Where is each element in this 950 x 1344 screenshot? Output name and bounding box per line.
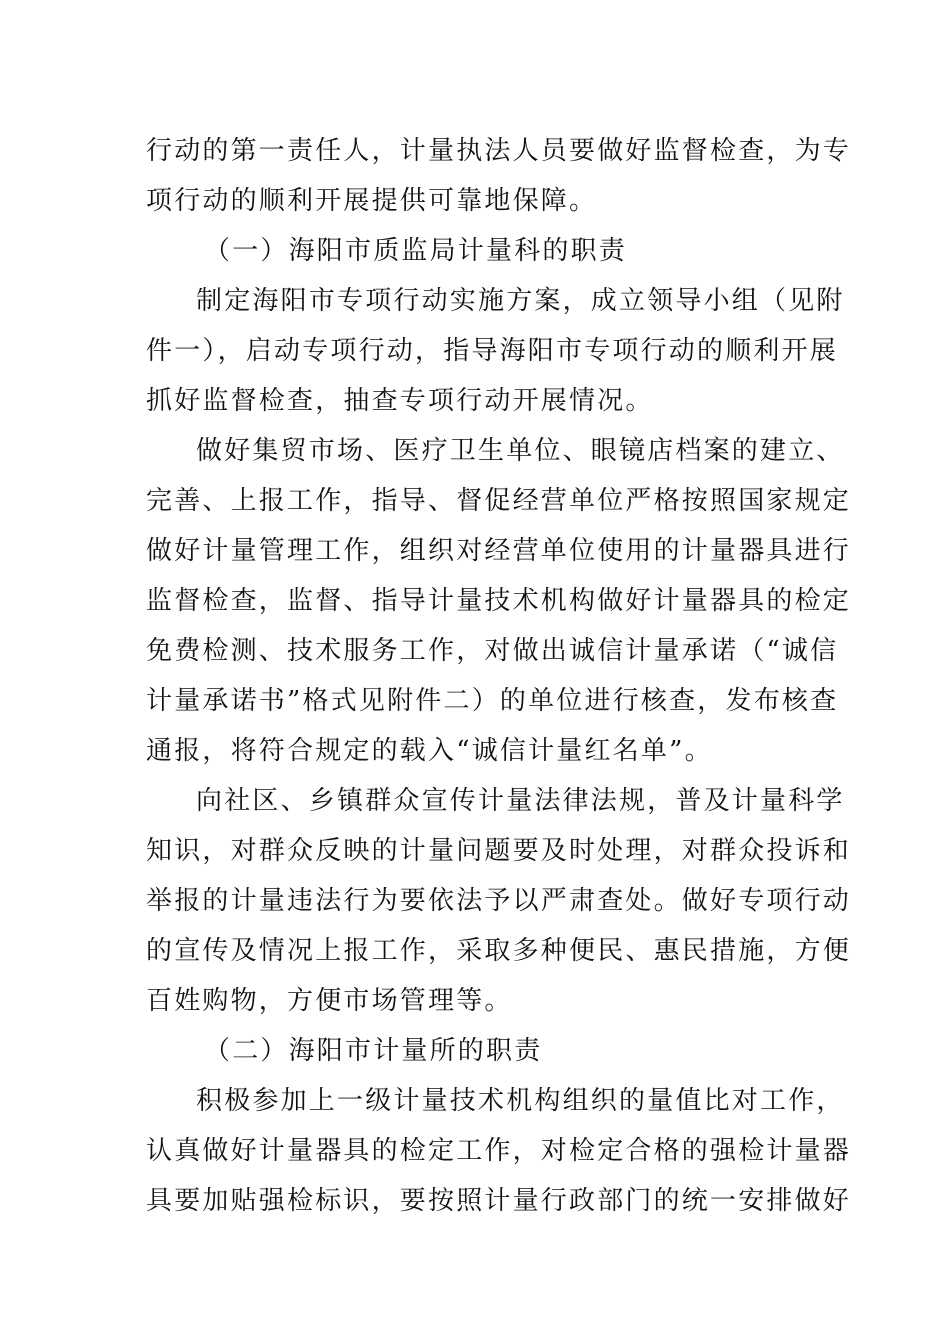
section-heading: （一）海阳市质监局计量科的职责: [204, 236, 628, 266]
text-line: 举报的计量违法行为要依法予以严肃查处。做好专项行动: [146, 886, 852, 916]
text-line: 抓好监督检查，抽查专项行动开展情况。: [146, 386, 654, 416]
text-line: 的宣传及情况上报工作，采取多种便民、惠民措施，方便: [146, 936, 852, 966]
text-line: 免费检测、技术服务工作，对做出诚信计量承诺（“诚信: [146, 636, 839, 666]
document-body: [146, 126, 852, 1226]
text-line: 做好集贸市场、医疗卫生单位、眼镜店档案的建立、: [196, 436, 845, 466]
text-line: 计量承诺书”格式见附件二）的单位进行核查，发布核查: [146, 686, 839, 716]
text-line: 向社区、乡镇群众宣传计量法律法规，普及计量科学: [196, 786, 845, 816]
text-line: 积极参加上一级计量技术机构组织的量值比对工作，: [196, 1086, 845, 1116]
section-heading: （二）海阳市计量所的职责: [204, 1036, 543, 1066]
text-line: 百姓购物，方便市场管理等。: [146, 986, 513, 1016]
text-line: 监督检查，监督、指导计量技术机构做好计量器具的检定: [146, 586, 852, 616]
text-line: 具要加贴强检标识，要按照计量行政部门的统一安排做好: [146, 1186, 852, 1216]
text-line: 做好计量管理工作，组织对经营单位使用的计量器具进行: [146, 536, 852, 566]
text-line: 知识，对群众反映的计量问题要及时处理，对群众投诉和: [146, 836, 852, 866]
text-line: 完善、上报工作，指导、督促经营单位严格按照国家规定: [146, 486, 852, 516]
text-line: 件一），启动专项行动，指导海阳市专项行动的顺利开展: [146, 336, 839, 366]
text-line: 项行动的顺利开展提供可靠地保障。: [146, 186, 598, 216]
text-line: 制定海阳市专项行动实施方案，成立领导小组（见附: [196, 286, 845, 316]
text-line: 认真做好计量器具的检定工作，对检定合格的强检计量器: [146, 1136, 852, 1166]
text-line: 行动的第一责任人，计量执法人员要做好监督检查，为专: [146, 136, 852, 166]
text-line: 通报，将符合规定的载入“诚信计量红名单”。: [146, 736, 713, 766]
